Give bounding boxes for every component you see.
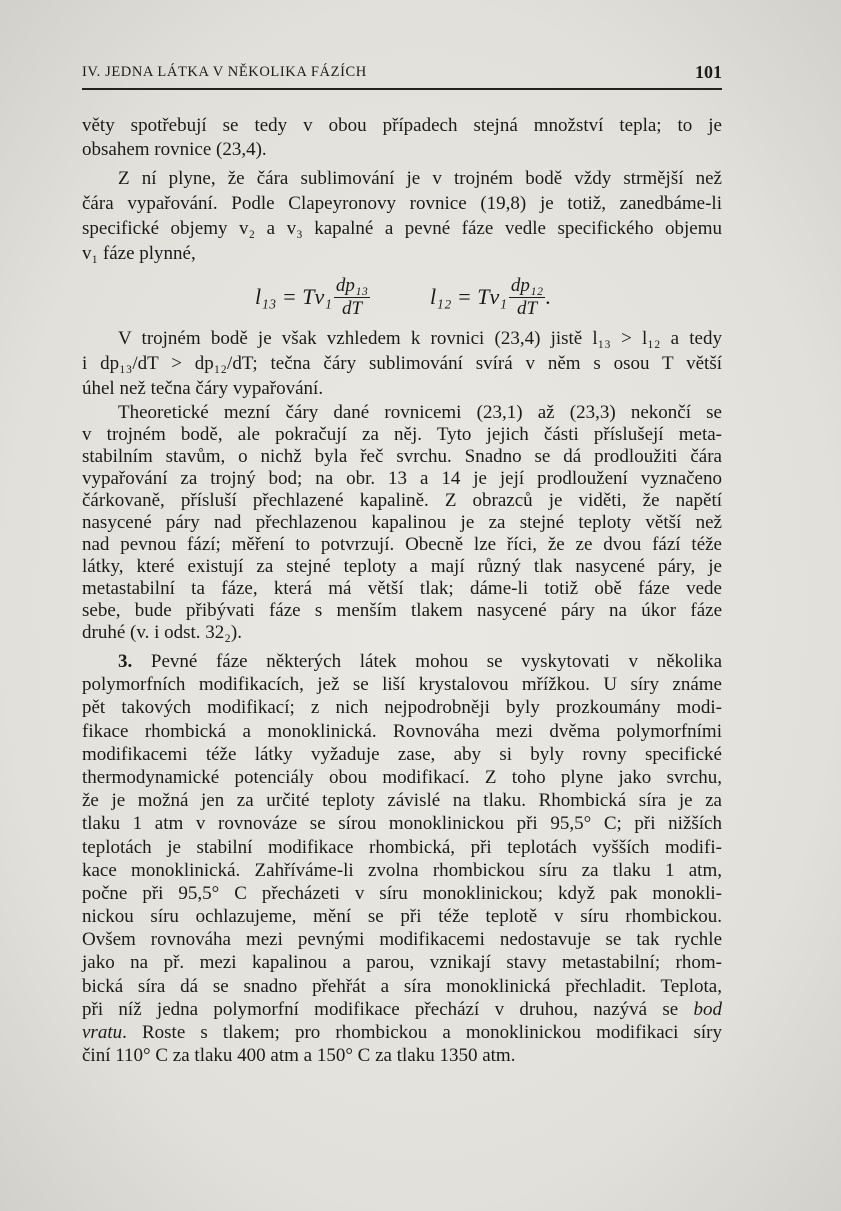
text-line: kace monoklinická. Zahříváme-li zvolna rhombickou síru za tlaku 1 atm, xyxy=(82,859,722,881)
text-line: že je možná jen za určité teploty závislé na tlaku. Rhombická síra je za xyxy=(82,790,722,812)
text-line: pět takových modifikací; z nich nejpodrobněji byly prozkoumány modi- xyxy=(82,697,722,719)
equation-lhs: l₁₂ = Tv₁ xyxy=(430,284,507,309)
page-number: 101 xyxy=(695,62,722,82)
text-line: nickou síru ochlazujeme, mění se při téže teplotě v síru rhombickou. xyxy=(82,906,722,928)
text-line: nasycené páry nad přechlazenou kapalinou je za stejné teploty větší než xyxy=(82,512,722,533)
text-line: počne při 95,5° C přecházeti v síru monoklinickou; když pak monokli- xyxy=(82,882,722,904)
numerator: dp₁₃ xyxy=(335,274,369,296)
text-line: sebe, bude přibývati fáze s menším tlakem nasycené páry na úkor fáze xyxy=(82,600,722,621)
denominator: dT xyxy=(516,297,538,319)
text-line: nad pevnou fází; měření to potvrzují. Obecně lze říci, že ze dvou fází téže xyxy=(82,534,722,555)
text-line: metastabilní ta fáze, která má větší tlak; dáme-li totiž obě fáze vede xyxy=(82,578,722,599)
text-line: čára vypařování. Podle Clapeyronovy rovnice (19,8) je totiž, zanedbáme-li xyxy=(82,193,722,214)
text-line: teplotách je stabilní modifikace rhombická, při teplotách vyšších modifi- xyxy=(82,836,722,858)
text-line: v trojném bodě, ale pokračují za něj. Tyto jejich části příslušejí meta- xyxy=(82,424,722,445)
paragraph-3 xyxy=(82,326,722,401)
text-line: úhel než tečna čáry vypařování. xyxy=(82,378,324,399)
equation-l13 xyxy=(255,274,370,320)
text-line: čárkovaně, přísluší přechlazené kapalině. Z obrazců je viděti, že napětí xyxy=(82,490,722,511)
text-line: jako na př. mezi kapalinou a parou, vznikají stavy metastabilní; rhom- xyxy=(82,952,722,974)
line-text: Pevné fáze některých látek mohou se vyskytovati v několika xyxy=(150,651,723,672)
line-text: . Roste s tlakem; pro rhombickou a monoklinickou modifikaci síry xyxy=(122,1022,722,1043)
text-line xyxy=(82,650,722,673)
text-line: Ovšem rovnováha mezi pevnými modifikacemi nedostavuje se tak rychle xyxy=(82,929,722,951)
paragraph-2 xyxy=(82,166,722,266)
paragraph-1 xyxy=(82,114,722,162)
paragraph-4 xyxy=(82,402,722,644)
text-line: věty spotřebují se tedy v obou případech stejná množství tepla; to je xyxy=(82,115,722,136)
text-line: fikace rhombická a monoklinická. Rovnováha mezi dvěma polymorfními xyxy=(82,720,722,742)
text-line: obsahem rovnice (23,4). xyxy=(82,139,267,160)
text-line: činí 110° C za tlaku 400 atm a 150° C za tlaku 1350 atm. xyxy=(82,1045,516,1067)
italic-term: vratu xyxy=(82,1022,123,1043)
text-line: druhé (v. i odst. 32₂). xyxy=(82,622,243,643)
equation xyxy=(0,274,841,320)
text-line: vypařování za trojný bod; na obr. 13 a 14 je její prodloužení vyznačeno xyxy=(82,468,722,489)
section-number: 3. xyxy=(118,651,133,672)
text-line: bická síra dá se snadno přehřát a síra monoklinická přechladit. Teplota, xyxy=(82,975,722,997)
chapter-title: IV. JEDNA LÁTKA V NĚKOLIKA FÁZÍCH xyxy=(82,64,367,80)
section-3-paragraph xyxy=(82,650,722,1067)
denominator: dT xyxy=(341,297,363,319)
text-line: stabilním stavům, o nichž byla řeč svrchu. Snadno se dá prodloužiti čára xyxy=(82,446,722,467)
text-line: látky, které existují za stejné teploty a mají různý tlak nasycené páry, je xyxy=(82,556,722,577)
equation-period: . xyxy=(545,284,551,309)
fraction xyxy=(334,275,370,320)
line-text: při níž jedna polymorfní modifikace přechází v druhou, nazývá se xyxy=(82,998,679,1020)
fraction xyxy=(509,275,545,320)
text-line: thermodynamické potenciály obou modifikací. Z toho plyne jako svrchu, xyxy=(82,766,722,788)
text-line: i dp₁₃/dT > dp₁₂/dT; tečna čáry sublimování svírá v něm s osou T větší xyxy=(82,353,722,374)
equation-l12 xyxy=(430,274,551,320)
running-header xyxy=(82,62,722,84)
text-line: Z ní plyne, že čára sublimování je v trojném bodě vždy strmější než xyxy=(118,168,722,189)
text-line: Theoretické mezní čáry dané rovnicemi (23,1) až (23,3) nekončí se xyxy=(118,402,722,423)
text-line: v₁ fáze plynné, xyxy=(82,243,196,264)
text-line: V trojném bodě je však vzhledem k rovnici (23,4) jistě l₁₃ > l₁₂ a tedy xyxy=(118,328,722,349)
text-line: tlaku 1 atm v rovnováze se sírou monoklinickou při 95,5° C; při nižších xyxy=(82,813,722,835)
text-line xyxy=(82,1021,722,1044)
header-rule xyxy=(82,88,722,90)
text-line xyxy=(82,998,722,1021)
text-line: modifikacemi téže látky vyžaduje zase, aby si byly rovny specifické xyxy=(82,743,722,765)
text-line: specifické objemy v₂ a v₃ kapalné a pevné fáze vedle specifického objemu xyxy=(82,218,722,239)
text-line: polymorfních modifikacích, jež se liší krystalovou mřížkou. U síry známe xyxy=(82,674,722,696)
equation-lhs: l₁₃ = Tv₁ xyxy=(255,284,332,309)
numerator: dp₁₂ xyxy=(510,274,544,296)
italic-term: bod xyxy=(693,998,722,1020)
